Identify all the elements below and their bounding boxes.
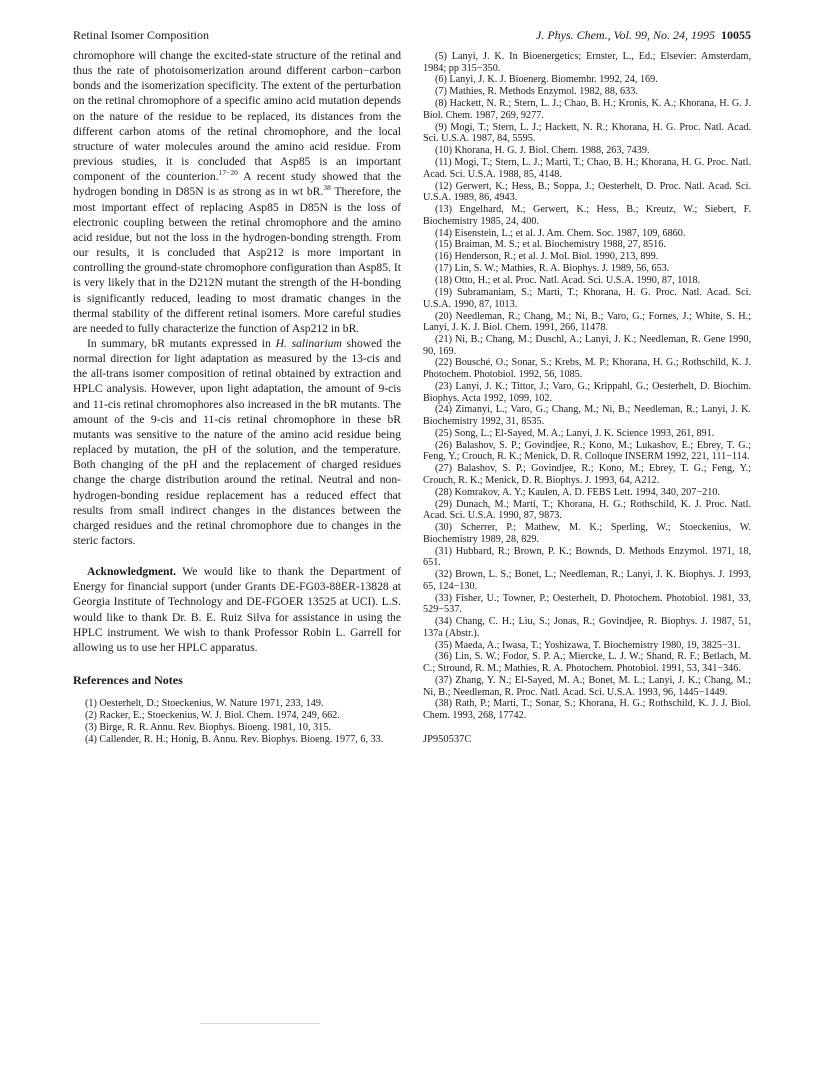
reference-item: (17) Lin, S. W.; Mathies, R. A. Biophys. J. 1989, 56, 653. [435,263,670,275]
reference-item: (18) Otto, H.; et al. Proc. Natl. Acad. Sci. U.S.A. 1990, 87, 1018. [435,275,701,287]
reference-list-right [423,51,751,722]
citation-superscript: 17−20 [218,168,238,178]
reference-item: (16) Henderson, R.; et al. J. Mol. Biol. 1990, 213, 899. [435,251,659,263]
reference-item: (31) Hubbard, R.; Brown, P. K.; Bownds, D. Methods Enzymol. 1971, 18, 651. [423,545,751,569]
acknowledgment-heading: Acknowledgment. [87,565,177,579]
reference-item: (2) Racker, E.; Stoeckenius, W. J. Biol. Chem. 1974, 249, 662. [85,709,340,721]
running-title: Retinal Isomer Composition [73,28,209,42]
reference-item: (37) Zhang, Y. N.; El-Sayed, M. A.; Bonet, M. L.; Lanyi, J. K.; Chang, M.; Ni, B.; Needleman, R. Proc. Natl. Acad. Sci. U.S.A. 1993, 96, 1445−1449. [423,674,751,698]
reference-item: (19) Subramaniam, S.; Marti, T.; Khorana, H. G. Proc. Natl. Acad. Sci. U.S.A. 1990, 87, 1013. [423,287,751,310]
reference-item: (5) Lanyi, J. K. In Bioenergetics; Ernster, L., Ed.; Elsevier: Amsterdam, 1984; pp 315−350. [423,51,751,74]
footer-rule [200,1023,320,1024]
reference-item: (26) Balashov, S. P.; Govindjee, R.; Kono, M.; Lukashov, E.; Ebrey, T. G.; Feng, Y.; Crouch, R. K.; Menick, D. R. Colloque INSERM 1992, 221, 111−114. [423,439,751,463]
citation-superscript: 38 [323,183,331,193]
species-name: H. salinarium [275,336,342,350]
reference-item: (6) Lanyi, J. K. J. Bioenerg. Biomembr. 1992, 24, 169. [435,74,658,86]
body-paragraph-1 [73,48,401,336]
reference-item: (27) Balashov, S. P.; Govindjee, R.; Kono, M.; Ebrey, T. G.; Feng, Y.; Crouch, R. K.; Menick, D. R. Biophys. J. 1993, 64, A212. [423,463,751,486]
right-column [423,51,751,745]
reference-item: (15) Braiman, M. S.; et al. Biochemistry 1988, 27, 8516. [435,239,666,251]
paragraph-text: A recent study showed that the hydrogen bonding in D85N is as strong as in wt bR. [73,170,401,199]
acknowledgment-paragraph [73,564,401,655]
reference-item: (8) Hackett, N. R.; Stern, L. J.; Chao, B. H.; Kronis, K. A.; Khorana, H. G. J. Biol. Chem. 1987, 269, 9277. [423,98,751,121]
reference-item: (4) Callender, R. H.; Honig, B. Annu. Rev. Biophys. Bioeng. 1977, 6, 33. [85,733,384,745]
references-heading: References and Notes [73,673,183,688]
reference-item: (13) Engelhard, M.; Gerwert, K.; Hess, B.; Kreutz, W.; Siebert, F. Biochemistry 1985, 24, 400. [423,204,751,227]
body-paragraph-2 [73,336,401,548]
reference-item: (34) Chang, C. H.; Liu, S.; Jonas, R.; Govindjee, R. Biophys. J. 1987, 51, 137a (Abstr.). [423,616,751,639]
reference-item: (12) Gerwert, K.; Hess, B.; Soppa, J.; Oesterhelt, D. Proc. Natl. Acad. Sci. U.S.A. 1989, 86, 4943. [423,180,751,204]
reference-item: (36) Lin, S. W.; Fodor, S. P. A.; Miercke, L. J. W.; Shand, R. F.; Betlach, M. C.; Stround, R. M.; Mathies, R. A. Photochem. Photobiol. 1991, 53, 341−346. [423,651,751,675]
reference-item: (23) Lanyi, J. K.; Tittor, J.; Varo, G.; Krippahl, G.; Oesterhelt, D. Biochim. Biophys. Acta 1992, 1099, 102. [423,380,751,404]
paragraph-text: In summary, bR mutants expressed in [87,336,276,350]
reference-item: (14) Eisenstein, L.; et al. J. Am. Chem. Soc. 1987, 109, 6860. [435,227,686,239]
paragraph-text: showed the normal direction for light adaptation as measured by the 13-cis and the all-trans isomer composition of retinal obtained by extraction and HPLC analysis. However, upon light adaptation, the amount of 9-cis and 11-cis retinal chromophores also increased in the bR mutants. The amount of the 9-cis and 11-cis retinal chromophore in these bR mutants was sensitive to the nature of the amino acid residue being replaced by mutation, the pH of the solution, and the temperature. Both changing of the pH and the replacement of charged residues change the charge distribution around the retinal. Neutral and non-hydrogen-bonding residue replacement has a reduced effect that results from small indirect changes in the distances between the charged residues and the retinal chromophore due to changes in the steric factors. [73,336,401,547]
manuscript-id: JP950537C [423,733,472,745]
journal-name: J. Phys. Chem., Vol. 99, No. 24, 1995 [536,28,715,42]
reference-item: (22) Bousché, O.; Sonar, S.; Krebs, M. P.; Khorana, H. G.; Rothschild, K. J. Photochem. Photobiol. 1992, 56, 1085. [423,357,751,381]
reference-item: (11) Mogi, T.; Stern, L. J.; Marti, T.; Chao, B. H.; Khorana, H. G. Proc. Natl. Acad. Sci. U.S.A. 1988, 85, 4148. [423,157,751,180]
running-header [73,28,751,44]
reference-item: (21) Ni, B.; Chang, M.; Duschl, A.; Lanyi, J. K.; Needleman, R. Gene 1990, 90, 169. [423,334,751,357]
reference-item: (10) Khorana, H. G. J. Biol. Chem. 1988, 263, 7439. [435,145,650,157]
left-column [73,48,401,745]
acknowledgment-text: We would like to thank the Department of Energy for financial support (under Grants DE-FG03-88ER-13828 at Georgia Institute of Technology and DE-FGOER 13525 at UCI). L.S. would like to thank Dr. B. E. Ruiz Silva for assistance in using the HPLC instrument. We wish to thank Professor Robin L. Garrell for allowing us to use her HPLC apparatus. [73,565,401,654]
paragraph-text: Therefore, the most important effect of replacing Asp85 in D85N is the loss of electronic coupling between the retinal chromophore and the amino acid residue, but not the loss in the hydrogen-bonding strength. From our results, it is concluded that Asp212 is more important in controlling the ground-state chromophore configuration than Asp85. It is very likely that in the D212N mutant the strength of the H-bonding is significantly reduced, leading to most dramatic changes in the thermal stability of the different retinal isomers. More careful studies are needed to fully characterize the function of Asp212 in bR. [73,185,401,335]
reference-list-left [73,698,401,745]
reference-item: (24) Zimanyi, L.; Varo, G.; Chang, M.; Ni, B.; Needleman, R.; Lanyi, J. K. Biochemistry 1992, 31, 8535. [423,404,751,428]
reference-item: (28) Komrakov, A. Y.; Kaulen, A. D. FEBS Lett. 1994, 340, 207−210. [435,486,720,498]
reference-item: (32) Brown, L. S.; Bonet, L.; Needleman, R.; Lanyi, J. K. Biophys. J. 1993, 65, 124−130. [423,569,751,592]
paragraph-text: chromophore will change the excited-state structure of the retinal and thus the rate of photoisomerization around different carbon−carbon bonds and the isomerization specificity. The extent of the perturbation on the retinal chromophore of a specific amino acid mutation depends on the nature of the residue to be replaced, its distances from the different carbon atoms of the retinal chromophore, and the local structure of water molecules around the amino acid residue. From previous studies, it is concluded that Asp85 is an important component of the counterion. [73,49,401,184]
reference-item: (20) Needleman, R.; Chang, M.; Ni, B.; Varo, G.; Fornes, J.; White, S. H.; Lanyi, J. K. J. Biol. Chem. 1991, 266, 11478. [423,310,751,334]
reference-item: (35) Maeda, A.; Iwasa, T.; Yoshizawa, T. Biochemistry 1980, 19, 3825−31. [435,639,741,651]
reference-item: (33) Fisher, U.; Towner, P.; Oesterhelt, D. Photochem. Photobiol. 1981, 33, 529−537. [423,592,751,616]
journal-citation [536,28,751,43]
reference-item: (38) Rath, P.; Marti, T.; Sonar, S.; Khorana, H. G.; Rothschild, K. J. J. Biol. Chem. 1993, 268, 17742. [423,698,751,722]
reference-item: (3) Birge, R. R. Annu. Rev. Biophys. Bioeng. 1981, 10, 315. [85,721,331,733]
reference-item: (29) Dunach, M.; Marti, T.; Khorana, H. G.; Rothschild, K. J. Proc. Natl. Acad. Sci. U.S.A. 1990, 87, 9873. [423,498,751,522]
reference-item: (30) Scherrer, P.; Mathew, M. K.; Sperling, W.; Stoeckenius, W. Biochemistry 1989, 28, 829. [423,522,751,545]
reference-item: (7) Mathies, R. Methods Enzymol. 1982, 88, 633. [435,86,638,98]
reference-item: (1) Oesterhelt, D.; Stoeckenius, W. Nature 1971, 233, 149. [85,698,324,710]
reference-item: (25) Song, L.; El-Sayed, M. A.; Lanyi, J. K. Science 1993, 261, 891. [435,427,715,439]
reference-item: (9) Mogi, T.; Stern, L. J.; Hackett, N. R.; Khorana, H. G. Proc. Natl. Acad. Sci. U.S.A. 1987, 84, 5595. [423,121,751,145]
page-number: 10055 [721,28,751,42]
